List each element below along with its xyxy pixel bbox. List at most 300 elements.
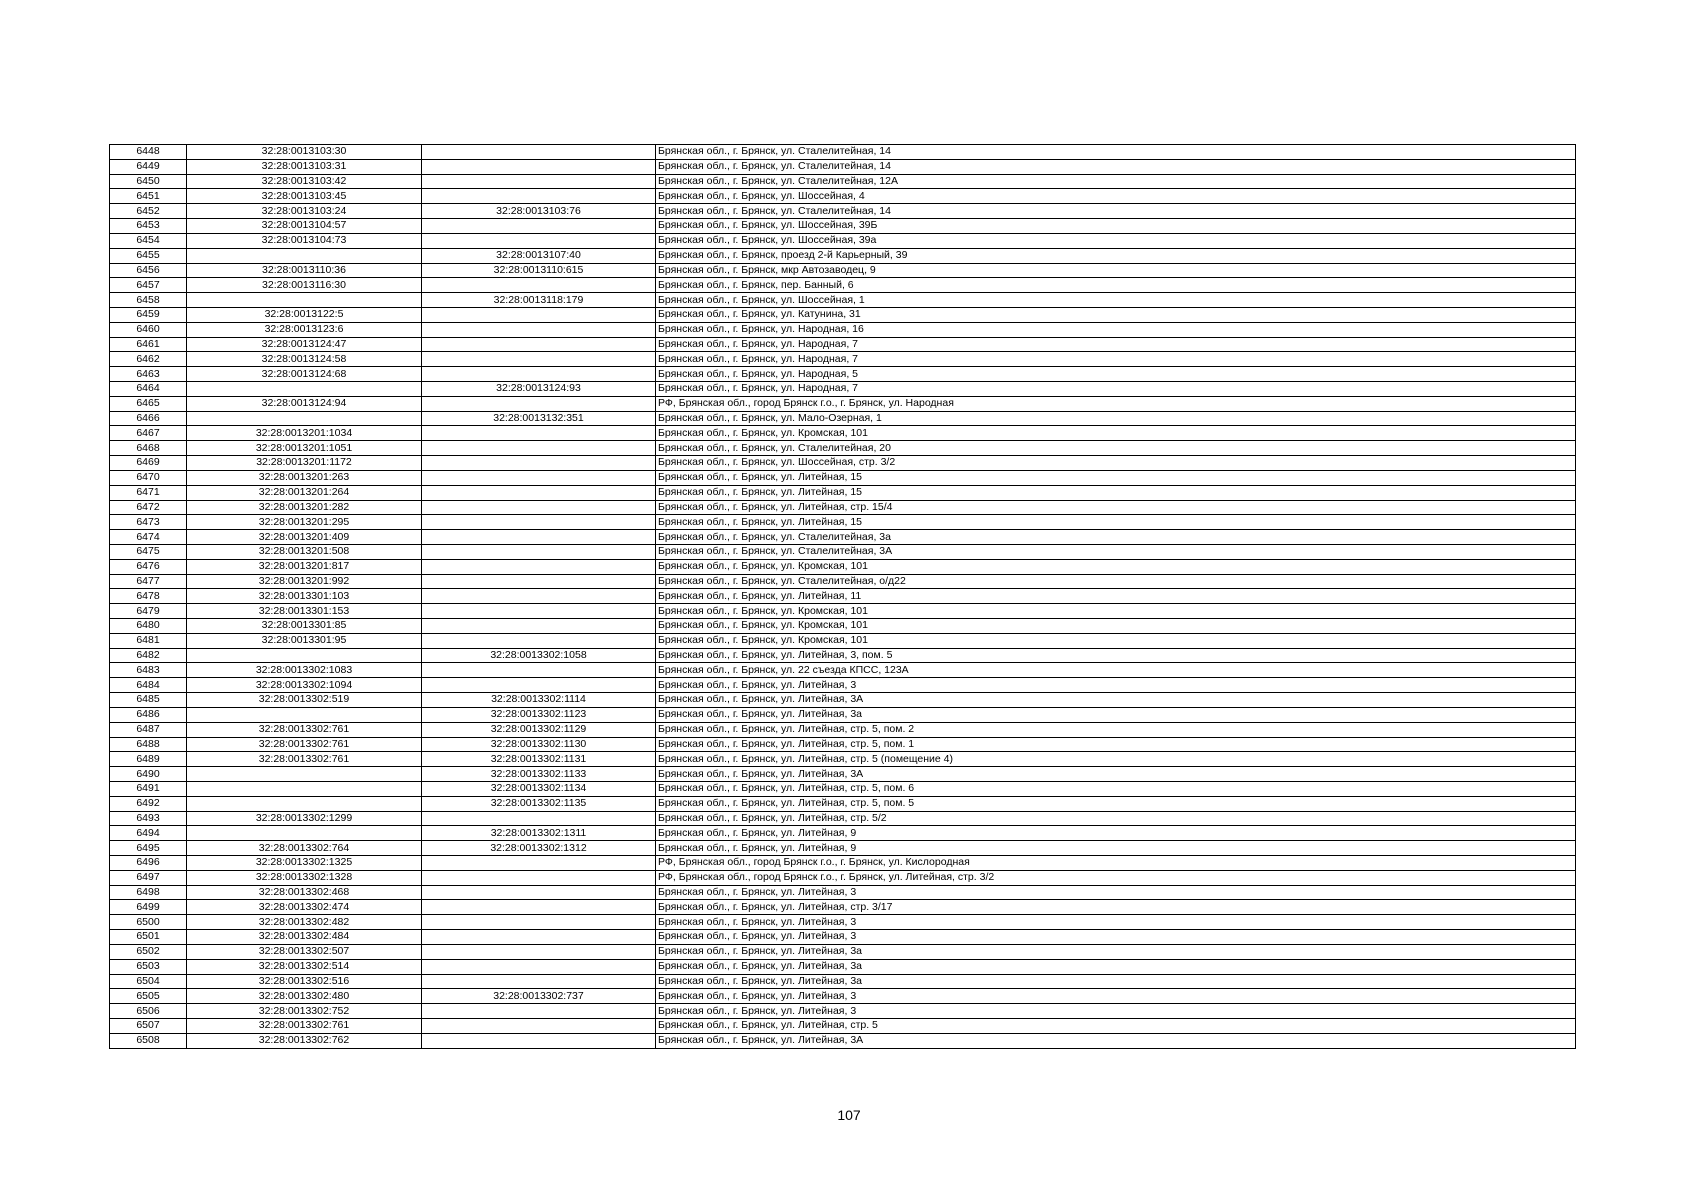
address-cell: Брянская обл., г. Брянск, ул. Шоссейная, 1 (656, 293, 1576, 308)
table-row (110, 248, 1576, 263)
cadastral-number-cell (187, 382, 422, 397)
table-row (110, 811, 1576, 826)
address-cell: Брянская обл., г. Брянск, ул. Литейная, стр. 5/2 (656, 811, 1576, 826)
table-row (110, 841, 1576, 856)
cadastral-number-cell: 32:28:0013302:1094 (187, 678, 422, 693)
cadastral-number-cell (187, 707, 422, 722)
related-cadastral-number-cell (422, 885, 656, 900)
row-number-cell: 6491 (110, 781, 187, 796)
cadastral-number-cell: 32:28:0013301:153 (187, 604, 422, 619)
row-number-cell: 6451 (110, 189, 187, 204)
related-cadastral-number-cell (422, 959, 656, 974)
related-cadastral-number-cell (422, 530, 656, 545)
row-number-cell: 6506 (110, 1004, 187, 1019)
row-number-cell: 6485 (110, 693, 187, 708)
cadastral-number-cell: 32:28:0013103:30 (187, 145, 422, 160)
cadastral-number-cell: 32:28:0013103:31 (187, 159, 422, 174)
cadastral-number-cell: 32:28:0013302:484 (187, 930, 422, 945)
row-number-cell: 6484 (110, 678, 187, 693)
row-number-cell: 6450 (110, 174, 187, 189)
table-row (110, 145, 1576, 160)
address-cell: Брянская обл., г. Брянск, ул. Народная, 7 (656, 382, 1576, 397)
address-cell: Брянская обл., г. Брянск, ул. Сталелитейная, 12А (656, 174, 1576, 189)
related-cadastral-number-cell (422, 1033, 656, 1048)
row-number-cell: 6460 (110, 322, 187, 337)
table-row (110, 367, 1576, 382)
address-cell: Брянская обл., г. Брянск, ул. Литейная, 3 (656, 989, 1576, 1004)
row-number-cell: 6461 (110, 337, 187, 352)
address-cell: Брянская обл., г. Брянск, ул. Кромская, 101 (656, 619, 1576, 634)
related-cadastral-number-cell: 32:28:0013103:76 (422, 204, 656, 219)
address-cell: Брянская обл., г. Брянск, ул. Литейная, 3 (656, 1004, 1576, 1019)
address-cell: Брянская обл., г. Брянск, ул. Шоссейная, 39а (656, 233, 1576, 248)
row-number-cell: 6456 (110, 263, 187, 278)
related-cadastral-number-cell (422, 1018, 656, 1033)
cadastral-number-cell: 32:28:0013124:94 (187, 396, 422, 411)
table-row (110, 722, 1576, 737)
related-cadastral-number-cell (422, 500, 656, 515)
table-row (110, 559, 1576, 574)
table-row (110, 885, 1576, 900)
related-cadastral-number-cell (422, 470, 656, 485)
address-cell: Брянская обл., г. Брянск, ул. Сталелитейная, 14 (656, 145, 1576, 160)
table-row (110, 159, 1576, 174)
table-row (110, 485, 1576, 500)
row-number-cell: 6486 (110, 707, 187, 722)
row-number-cell: 6473 (110, 515, 187, 530)
row-number-cell: 6479 (110, 604, 187, 619)
table-row (110, 544, 1576, 559)
cadastral-number-cell: 32:28:0013123:6 (187, 322, 422, 337)
row-number-cell: 6482 (110, 648, 187, 663)
address-cell: Брянская обл., г. Брянск, ул. Литейная, стр. 5, пом. 6 (656, 781, 1576, 796)
related-cadastral-number-cell (422, 352, 656, 367)
address-cell: Брянская обл., г. Брянск, ул. Кромская, 101 (656, 559, 1576, 574)
address-cell: Брянская обл., г. Брянск, ул. Литейная, 15 (656, 485, 1576, 500)
row-number-cell: 6475 (110, 544, 187, 559)
address-cell: Брянская обл., г. Брянск, ул. Литейная, стр. 5, пом. 1 (656, 737, 1576, 752)
table-row (110, 619, 1576, 634)
related-cadastral-number-cell (422, 159, 656, 174)
table-row (110, 915, 1576, 930)
row-number-cell: 6471 (110, 485, 187, 500)
related-cadastral-number-cell: 32:28:0013302:1114 (422, 693, 656, 708)
cadastral-number-cell: 32:28:0013302:761 (187, 1018, 422, 1033)
address-cell: Брянская обл., г. Брянск, ул. Литейная, стр. 5 (656, 1018, 1576, 1033)
table-row (110, 470, 1576, 485)
related-cadastral-number-cell: 32:28:0013302:1311 (422, 826, 656, 841)
table-row (110, 278, 1576, 293)
address-cell: Брянская обл., г. Брянск, проезд 2-й Карьерный, 39 (656, 248, 1576, 263)
address-cell: Брянская обл., г. Брянск, ул. Литейная, стр. 5 (помещение 4) (656, 752, 1576, 767)
related-cadastral-number-cell (422, 322, 656, 337)
address-cell: РФ, Брянская обл., город Брянск г.о., г. Брянск, ул. Народная (656, 396, 1576, 411)
address-cell: Брянская обл., г. Брянск, ул. Народная, 7 (656, 352, 1576, 367)
related-cadastral-number-cell (422, 870, 656, 885)
address-cell: Брянская обл., г. Брянск, ул. Литейная, 11 (656, 589, 1576, 604)
address-cell: Брянская обл., г. Брянск, ул. Литейная, 3 (656, 678, 1576, 693)
address-cell: Брянская обл., г. Брянск, ул. Литейная, 9 (656, 841, 1576, 856)
row-number-cell: 6454 (110, 233, 187, 248)
address-cell: Брянская обл., г. Брянск, ул. Шоссейная, стр. 3/2 (656, 456, 1576, 471)
row-number-cell: 6503 (110, 959, 187, 974)
related-cadastral-number-cell (422, 974, 656, 989)
address-cell: Брянская обл., г. Брянск, мкр Автозаводец, 9 (656, 263, 1576, 278)
table-row (110, 678, 1576, 693)
related-cadastral-number-cell (422, 663, 656, 678)
related-cadastral-number-cell (422, 278, 656, 293)
address-cell: Брянская обл., г. Брянск, ул. Литейная, стр. 5, пом. 5 (656, 796, 1576, 811)
row-number-cell: 6496 (110, 856, 187, 871)
table-row (110, 781, 1576, 796)
related-cadastral-number-cell (422, 219, 656, 234)
related-cadastral-number-cell: 32:28:0013110:615 (422, 263, 656, 278)
address-cell: Брянская обл., г. Брянск, ул. Литейная, 9 (656, 826, 1576, 841)
cadastral-number-cell: 32:28:0013302:474 (187, 900, 422, 915)
cadastral-number-cell (187, 796, 422, 811)
address-cell: Брянская обл., г. Брянск, ул. Литейная, стр. 5, пом. 2 (656, 722, 1576, 737)
address-cell: Брянская обл., г. Брянск, ул. Народная, 16 (656, 322, 1576, 337)
row-number-cell: 6493 (110, 811, 187, 826)
row-number-cell: 6462 (110, 352, 187, 367)
row-number-cell: 6457 (110, 278, 187, 293)
table-row (110, 944, 1576, 959)
related-cadastral-number-cell (422, 604, 656, 619)
related-cadastral-number-cell (422, 189, 656, 204)
cadastral-number-cell: 32:28:0013103:24 (187, 204, 422, 219)
address-cell: Брянская обл., г. Брянск, ул. Литейная, 3а (656, 944, 1576, 959)
related-cadastral-number-cell (422, 944, 656, 959)
row-number-cell: 6449 (110, 159, 187, 174)
related-cadastral-number-cell (422, 1004, 656, 1019)
table-row (110, 574, 1576, 589)
cadastral-number-cell: 32:28:0013302:752 (187, 1004, 422, 1019)
table-row (110, 604, 1576, 619)
table-row (110, 1004, 1576, 1019)
related-cadastral-number-cell (422, 574, 656, 589)
related-cadastral-number-cell: 32:28:0013302:1135 (422, 796, 656, 811)
address-cell: Брянская обл., г. Брянск, пер. Банный, 6 (656, 278, 1576, 293)
cadastral-number-cell: 32:28:0013302:764 (187, 841, 422, 856)
cadastral-number-cell: 32:28:0013302:1083 (187, 663, 422, 678)
address-cell: Брянская обл., г. Брянск, ул. Литейная, 3 (656, 915, 1576, 930)
cadastral-number-cell (187, 411, 422, 426)
address-cell: Брянская обл., г. Брянск, ул. Литейная, 3 (656, 885, 1576, 900)
cadastral-number-cell: 32:28:0013124:68 (187, 367, 422, 382)
row-number-cell: 6463 (110, 367, 187, 382)
related-cadastral-number-cell (422, 233, 656, 248)
address-cell: РФ, Брянская обл., город Брянск г.о., г. Брянск, ул. Кислородная (656, 856, 1576, 871)
related-cadastral-number-cell: 32:28:0013124:93 (422, 382, 656, 397)
cadastral-number-cell: 32:28:0013103:45 (187, 189, 422, 204)
table-row (110, 189, 1576, 204)
cadastral-number-cell: 32:28:0013201:1172 (187, 456, 422, 471)
address-cell: Брянская обл., г. Брянск, ул. Сталелитейная, 3а (656, 530, 1576, 545)
cadastral-number-cell: 32:28:0013116:30 (187, 278, 422, 293)
table-row (110, 396, 1576, 411)
table-row (110, 233, 1576, 248)
address-cell: Брянская обл., г. Брянск, ул. 22 съезда КПСС, 123А (656, 663, 1576, 678)
table-row (110, 441, 1576, 456)
related-cadastral-number-cell (422, 589, 656, 604)
row-number-cell: 6455 (110, 248, 187, 263)
address-cell: Брянская обл., г. Брянск, ул. Катунина, 31 (656, 307, 1576, 322)
table-row (110, 737, 1576, 752)
row-number-cell: 6466 (110, 411, 187, 426)
cadastral-number-cell: 32:28:0013302:516 (187, 974, 422, 989)
cadastral-number-cell: 32:28:0013201:282 (187, 500, 422, 515)
page-number: 107 (837, 1107, 861, 1123)
table-row (110, 382, 1576, 397)
cadastral-number-cell: 32:28:0013302:519 (187, 693, 422, 708)
table-row (110, 530, 1576, 545)
table-row (110, 707, 1576, 722)
related-cadastral-number-cell: 32:28:0013107:40 (422, 248, 656, 263)
row-number-cell: 6489 (110, 752, 187, 767)
table-body (110, 145, 1576, 1049)
row-number-cell: 6481 (110, 633, 187, 648)
table-row (110, 974, 1576, 989)
table-row (110, 456, 1576, 471)
related-cadastral-number-cell (422, 633, 656, 648)
table-row (110, 870, 1576, 885)
cadastral-number-cell: 32:28:0013201:992 (187, 574, 422, 589)
related-cadastral-number-cell (422, 174, 656, 189)
row-number-cell: 6495 (110, 841, 187, 856)
table-row (110, 796, 1576, 811)
related-cadastral-number-cell: 32:28:0013302:1134 (422, 781, 656, 796)
related-cadastral-number-cell (422, 456, 656, 471)
table-row (110, 589, 1576, 604)
address-cell: Брянская обл., г. Брянск, ул. Кромская, 101 (656, 426, 1576, 441)
row-number-cell: 6483 (110, 663, 187, 678)
related-cadastral-number-cell (422, 426, 656, 441)
address-cell: Брянская обл., г. Брянск, ул. Литейная, 3А (656, 1033, 1576, 1048)
cadastral-number-cell (187, 826, 422, 841)
row-number-cell: 6476 (110, 559, 187, 574)
address-cell: Брянская обл., г. Брянск, ул. Кромская, 101 (656, 633, 1576, 648)
related-cadastral-number-cell (422, 915, 656, 930)
related-cadastral-number-cell: 32:28:0013302:1123 (422, 707, 656, 722)
table-row (110, 204, 1576, 219)
related-cadastral-number-cell (422, 145, 656, 160)
row-number-cell: 6469 (110, 456, 187, 471)
related-cadastral-number-cell (422, 619, 656, 634)
related-cadastral-number-cell (422, 307, 656, 322)
cadastral-table (109, 144, 1576, 1049)
row-number-cell: 6452 (110, 204, 187, 219)
row-number-cell: 6487 (110, 722, 187, 737)
cadastral-number-cell: 32:28:0013302:761 (187, 737, 422, 752)
cadastral-number-cell: 32:28:0013302:514 (187, 959, 422, 974)
cadastral-number-cell: 32:28:0013302:762 (187, 1033, 422, 1048)
row-number-cell: 6497 (110, 870, 187, 885)
address-cell: Брянская обл., г. Брянск, ул. Шоссейная, 39Б (656, 219, 1576, 234)
related-cadastral-number-cell (422, 544, 656, 559)
table-row (110, 663, 1576, 678)
row-number-cell: 6467 (110, 426, 187, 441)
address-cell: Брянская обл., г. Брянск, ул. Мало-Озерная, 1 (656, 411, 1576, 426)
related-cadastral-number-cell: 32:28:0013302:1058 (422, 648, 656, 663)
related-cadastral-number-cell (422, 441, 656, 456)
related-cadastral-number-cell: 32:28:0013302:1133 (422, 767, 656, 782)
address-cell: Брянская обл., г. Брянск, ул. Литейная, 3а (656, 959, 1576, 974)
cadastral-number-cell: 32:28:0013104:73 (187, 233, 422, 248)
address-cell: Брянская обл., г. Брянск, ул. Литейная, 3а (656, 707, 1576, 722)
related-cadastral-number-cell: 32:28:0013302:1130 (422, 737, 656, 752)
address-cell: Брянская обл., г. Брянск, ул. Сталелитейная, 14 (656, 159, 1576, 174)
related-cadastral-number-cell: 32:28:0013302:1312 (422, 841, 656, 856)
related-cadastral-number-cell (422, 515, 656, 530)
table-row (110, 500, 1576, 515)
cadastral-number-cell: 32:28:0013201:1051 (187, 441, 422, 456)
cadastral-number-cell: 32:28:0013302:761 (187, 752, 422, 767)
row-number-cell: 6458 (110, 293, 187, 308)
cadastral-number-cell: 32:28:0013124:58 (187, 352, 422, 367)
cadastral-number-cell: 32:28:0013301:85 (187, 619, 422, 634)
related-cadastral-number-cell: 32:28:0013132:351 (422, 411, 656, 426)
cadastral-number-cell: 32:28:0013201:263 (187, 470, 422, 485)
address-cell: Брянская обл., г. Брянск, ул. Сталелитейная, 14 (656, 204, 1576, 219)
row-number-cell: 6490 (110, 767, 187, 782)
cadastral-number-cell: 32:28:0013110:36 (187, 263, 422, 278)
table-row (110, 1018, 1576, 1033)
cadastral-number-cell: 32:28:0013124:47 (187, 337, 422, 352)
related-cadastral-number-cell: 32:28:0013302:1129 (422, 722, 656, 737)
cadastral-number-cell: 32:28:0013201:264 (187, 485, 422, 500)
table-row (110, 959, 1576, 974)
row-number-cell: 6465 (110, 396, 187, 411)
address-cell: Брянская обл., г. Брянск, ул. Литейная, 3, пом. 5 (656, 648, 1576, 663)
address-cell: Брянская обл., г. Брянск, ул. Литейная, стр. 15/4 (656, 500, 1576, 515)
cadastral-number-cell (187, 781, 422, 796)
table-row (110, 1033, 1576, 1048)
cadastral-number-cell: 32:28:0013201:817 (187, 559, 422, 574)
related-cadastral-number-cell (422, 396, 656, 411)
table-row (110, 989, 1576, 1004)
related-cadastral-number-cell: 32:28:0013302:737 (422, 989, 656, 1004)
row-number-cell: 6477 (110, 574, 187, 589)
table-row (110, 293, 1576, 308)
address-cell: Брянская обл., г. Брянск, ул. Литейная, 15 (656, 470, 1576, 485)
cadastral-number-cell: 32:28:0013201:508 (187, 544, 422, 559)
address-cell: Брянская обл., г. Брянск, ул. Кромская, 101 (656, 604, 1576, 619)
address-cell: Брянская обл., г. Брянск, ул. Литейная, 3А (656, 693, 1576, 708)
table-row (110, 219, 1576, 234)
table-row (110, 307, 1576, 322)
address-cell: РФ, Брянская обл., город Брянск г.о., г. Брянск, ул. Литейная, стр. 3/2 (656, 870, 1576, 885)
address-cell: Брянская обл., г. Брянск, ул. Сталелитейная, о/д22 (656, 574, 1576, 589)
table-row (110, 826, 1576, 841)
related-cadastral-number-cell (422, 930, 656, 945)
row-number-cell: 6505 (110, 989, 187, 1004)
row-number-cell: 6464 (110, 382, 187, 397)
row-number-cell: 6478 (110, 589, 187, 604)
row-number-cell: 6468 (110, 441, 187, 456)
cadastral-number-cell: 32:28:0013302:482 (187, 915, 422, 930)
address-cell: Брянская обл., г. Брянск, ул. Народная, 7 (656, 337, 1576, 352)
related-cadastral-number-cell (422, 337, 656, 352)
table-row (110, 337, 1576, 352)
address-cell: Брянская обл., г. Брянск, ул. Литейная, 15 (656, 515, 1576, 530)
cadastral-number-cell (187, 648, 422, 663)
address-cell: Брянская обл., г. Брянск, ул. Литейная, 3 (656, 930, 1576, 945)
address-cell: Брянская обл., г. Брянск, ул. Народная, 5 (656, 367, 1576, 382)
table-row (110, 174, 1576, 189)
cadastral-number-cell (187, 293, 422, 308)
row-number-cell: 6448 (110, 145, 187, 160)
table-row (110, 515, 1576, 530)
cadastral-number-cell: 32:28:0013302:1328 (187, 870, 422, 885)
row-number-cell: 6470 (110, 470, 187, 485)
row-number-cell: 6474 (110, 530, 187, 545)
cadastral-number-cell: 32:28:0013302:1325 (187, 856, 422, 871)
row-number-cell: 6492 (110, 796, 187, 811)
address-cell: Брянская обл., г. Брянск, ул. Сталелитейная, 20 (656, 441, 1576, 456)
row-number-cell: 6507 (110, 1018, 187, 1033)
cadastral-table-container (109, 144, 1576, 1049)
related-cadastral-number-cell (422, 485, 656, 500)
table-row (110, 322, 1576, 337)
cadastral-number-cell (187, 767, 422, 782)
cadastral-number-cell: 32:28:0013302:1299 (187, 811, 422, 826)
row-number-cell: 6459 (110, 307, 187, 322)
related-cadastral-number-cell (422, 856, 656, 871)
address-cell: Брянская обл., г. Брянск, ул. Литейная, 3а (656, 974, 1576, 989)
related-cadastral-number-cell (422, 900, 656, 915)
row-number-cell: 6501 (110, 930, 187, 945)
table-row (110, 856, 1576, 871)
table-row (110, 648, 1576, 663)
related-cadastral-number-cell (422, 559, 656, 574)
table-row (110, 930, 1576, 945)
table-row (110, 352, 1576, 367)
cadastral-number-cell: 32:28:0013103:42 (187, 174, 422, 189)
address-cell: Брянская обл., г. Брянск, ул. Сталелитейная, 3А (656, 544, 1576, 559)
table-row (110, 411, 1576, 426)
cadastral-number-cell: 32:28:0013302:468 (187, 885, 422, 900)
related-cadastral-number-cell: 32:28:0013118:179 (422, 293, 656, 308)
table-row (110, 693, 1576, 708)
cadastral-number-cell: 32:28:0013201:409 (187, 530, 422, 545)
table-row (110, 633, 1576, 648)
table-row (110, 752, 1576, 767)
table-row (110, 426, 1576, 441)
row-number-cell: 6480 (110, 619, 187, 634)
cadastral-number-cell: 32:28:0013104:57 (187, 219, 422, 234)
row-number-cell: 6488 (110, 737, 187, 752)
cadastral-number-cell: 32:28:0013301:95 (187, 633, 422, 648)
table-row (110, 263, 1576, 278)
cadastral-number-cell: 32:28:0013201:1034 (187, 426, 422, 441)
cadastral-number-cell: 32:28:0013302:507 (187, 944, 422, 959)
row-number-cell: 6502 (110, 944, 187, 959)
cadastral-number-cell: 32:28:0013122:5 (187, 307, 422, 322)
cadastral-number-cell: 32:28:0013302:480 (187, 989, 422, 1004)
table-row (110, 900, 1576, 915)
related-cadastral-number-cell (422, 811, 656, 826)
row-number-cell: 6504 (110, 974, 187, 989)
row-number-cell: 6500 (110, 915, 187, 930)
row-number-cell: 6453 (110, 219, 187, 234)
related-cadastral-number-cell (422, 678, 656, 693)
address-cell: Брянская обл., г. Брянск, ул. Литейная, 3А (656, 767, 1576, 782)
cadastral-number-cell: 32:28:0013302:761 (187, 722, 422, 737)
table-row (110, 767, 1576, 782)
related-cadastral-number-cell (422, 367, 656, 382)
row-number-cell: 6508 (110, 1033, 187, 1048)
row-number-cell: 6498 (110, 885, 187, 900)
